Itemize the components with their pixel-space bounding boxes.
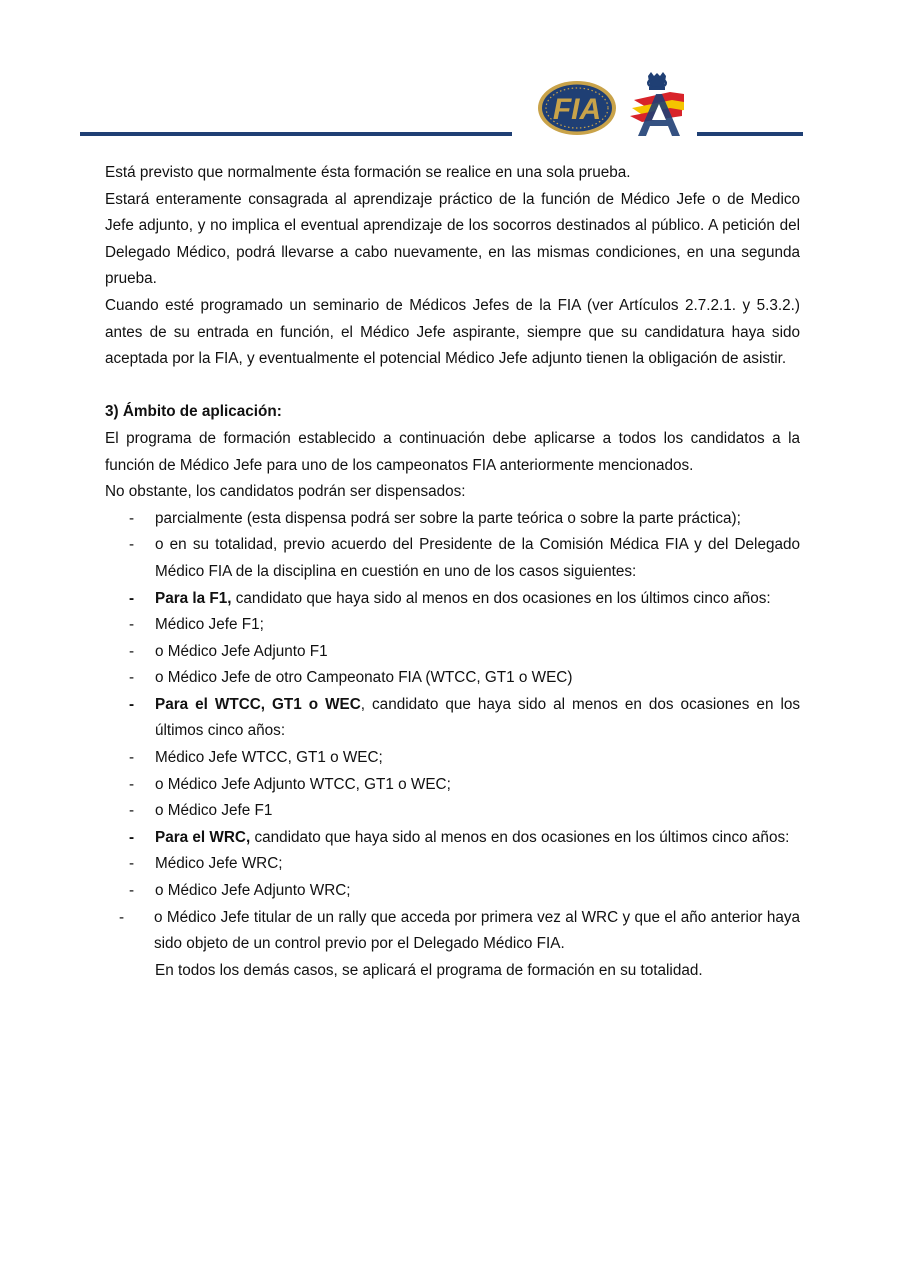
list-item: - Médico Jefe F1;	[129, 616, 264, 634]
closing-paragraph: En todos los demás casos, se aplicará el programa de formación en su totalidad.	[155, 961, 703, 979]
fia-logo	[536, 80, 618, 136]
list-item: - parcialmente (esta dispensa podrá ser sobre la parte teórica o sobre la parte práctica);	[129, 509, 741, 527]
fia-logo-text: FIA	[552, 93, 602, 126]
rfea-logo	[626, 72, 688, 138]
paragraph-1: Está previsto que normalmente ésta formación se realice en una sola prueba.	[105, 164, 631, 181]
section-3-paragraph-1: El programa de formación establecido a continuación debe aplicarse a todos los candidatos a la función de Médico Jefe para uno de los campeonatos FIA anteriormente mencionados.	[105, 429, 800, 474]
section-3-paragraph-2: No obstante, los candidatos podrán ser dispensados:	[105, 483, 466, 501]
document-body	[105, 160, 800, 984]
paragraph-2: Estará enteramente consagrada al aprendizaje práctico de la función de Médico Jefe o de Medico Jefe adjunto, y no implica el eventual aprendizaje de los socorros destinados al público. A petición del Delegado Médico, podrá llevarse a cabo nuevamente, en las mismas condiciones, en una segunda prueba.	[105, 190, 800, 288]
list-item: - o Médico Jefe de otro Campeonato FIA (WTCC, GT1 o WEC)	[129, 669, 573, 687]
list-item: - Médico Jefe WRC;	[129, 855, 283, 873]
list-item: - o Médico Jefe titular de un rally que acceda por primera vez al WRC y que el año anterior haya sido objeto de un control previo por el Delegado Médico FIA.	[119, 908, 800, 953]
list-item: - o Médico Jefe Adjunto F1	[129, 642, 328, 660]
list-item-wtcc: - Para el WTCC, GT1 o WEC, candidato que haya sido al menos en dos ocasiones en los últimos cinco años:	[129, 695, 800, 740]
list-item: - o Médico Jefe F1	[129, 802, 273, 820]
header-rule-left	[80, 132, 512, 136]
list-item: - o en su totalidad, previo acuerdo del Presidente de la Comisión Médica FIA y del Delegado Médico FIA de la disciplina en cuestión en uno de los casos siguientes:	[129, 536, 800, 580]
paragraph-3: Cuando esté programado un seminario de Médicos Jefes de la FIA (ver Artículos 2.7.2.1. y 5.3.2.) antes de su entrada en función, el Médico Jefe aspirante, siempre que su candidatura haya sido aceptada por la FIA, y eventualmente el potencial Médico Jefe adjunto tienen la obligación de asistir.	[105, 296, 800, 368]
list-item: - Médico Jefe WTCC, GT1 o WEC;	[129, 749, 383, 767]
list-item: - o Médico Jefe Adjunto WRC;	[129, 882, 351, 900]
section-3-heading: 3) Ámbito de aplicación:	[105, 403, 282, 421]
list-item: - o Médico Jefe Adjunto WTCC, GT1 o WEC;	[129, 775, 451, 793]
list-item-f1: - Para la F1, candidato que haya sido al menos en dos ocasiones en los últimos cinco años:	[129, 589, 771, 607]
list-item-wrc: - Para el WRC, candidato que haya sido al menos en dos ocasiones en los últimos cinco años:	[129, 828, 790, 846]
header-rule-right	[697, 132, 803, 136]
